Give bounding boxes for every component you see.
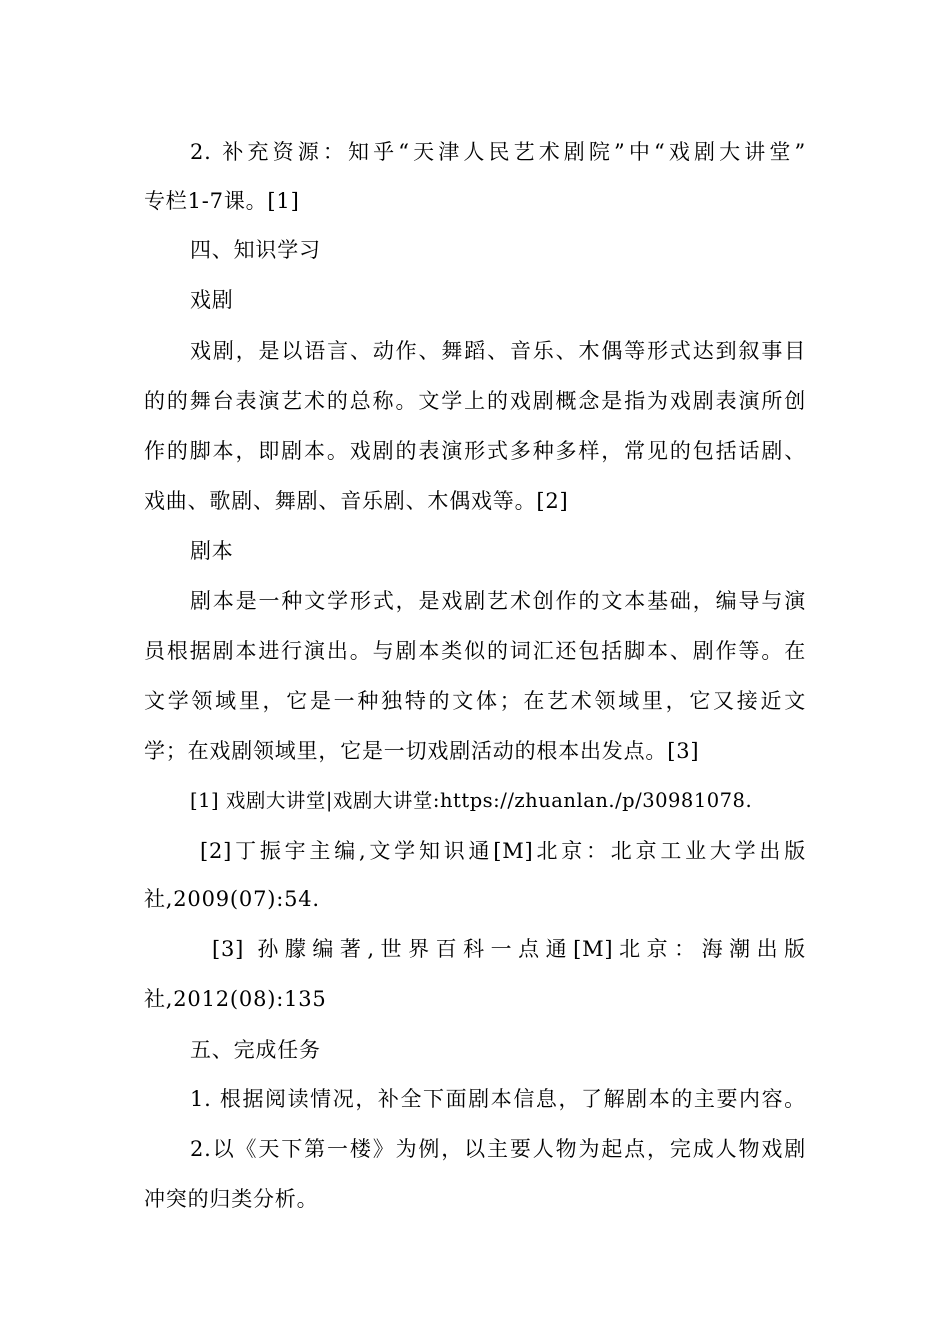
script-paragraph-line-4: 学；在戏剧领域里，它是一切戏剧活动的根本出发点。[3] — [144, 739, 700, 763]
drama-paragraph-line-2: 的的舞台表演艺术的总称。文学上的戏剧概念是指为戏剧表演所创 — [144, 389, 806, 413]
task-2-line-2: 冲突的归类分析。 — [144, 1187, 319, 1211]
reference-3-line-1: [3] 孙朦编著,世界百科一点通[M]北京：海潮出版 — [212, 937, 806, 961]
drama-paragraph-line-1: 戏剧，是以语言、动作、舞蹈、音乐、木偶等形式达到叙事目 — [190, 339, 806, 363]
subheading-script: 剧本 — [190, 539, 234, 563]
script-paragraph-line-2: 员根据剧本进行演出。与剧本类似的词汇还包括脚本、剧作等。在 — [144, 639, 806, 663]
script-paragraph-line-1: 剧本是一种文学形式，是戏剧艺术创作的文本基础，编导与演 — [190, 589, 806, 613]
reference-3-line-2: 社,2012(08):135 — [144, 987, 327, 1011]
drama-paragraph-line-3: 作的脚本，即剧本。戏剧的表演形式多种多样，常见的包括话剧、 — [144, 439, 806, 463]
supplement-resource-line-2: 专栏1-7课。[1] — [144, 189, 300, 213]
subheading-drama: 戏剧 — [190, 288, 234, 312]
supplement-resource-line-1: 2. 补充资源：知乎“天津人民艺术剧院”中“戏剧大讲堂” — [190, 140, 806, 164]
reference-1: [1] 戏剧大讲堂|戏剧大讲堂:https://zhuanlan./p/30981078. — [190, 789, 753, 812]
script-paragraph-line-3: 文学领域里，它是一种独特的文体；在艺术领域里，它又接近文 — [144, 689, 806, 713]
reference-2-line-1: [2]丁振宇主编,文学知识通[M]北京：北京工业大学出版 — [200, 839, 806, 863]
task-2-line-1: 2.以《天下第一楼》为例，以主要人物为起点，完成人物戏剧 — [190, 1137, 806, 1161]
drama-paragraph-line-4: 戏曲、歌剧、舞剧、音乐剧、木偶戏等。[2] — [144, 489, 569, 513]
section-heading-knowledge: 四、知识学习 — [190, 238, 321, 262]
task-1: 1. 根据阅读情况，补全下面剧本信息，了解剧本的主要内容。 — [190, 1087, 806, 1111]
reference-2-line-2: 社,2009(07):54. — [144, 887, 320, 911]
section-heading-tasks: 五、完成任务 — [190, 1038, 321, 1062]
